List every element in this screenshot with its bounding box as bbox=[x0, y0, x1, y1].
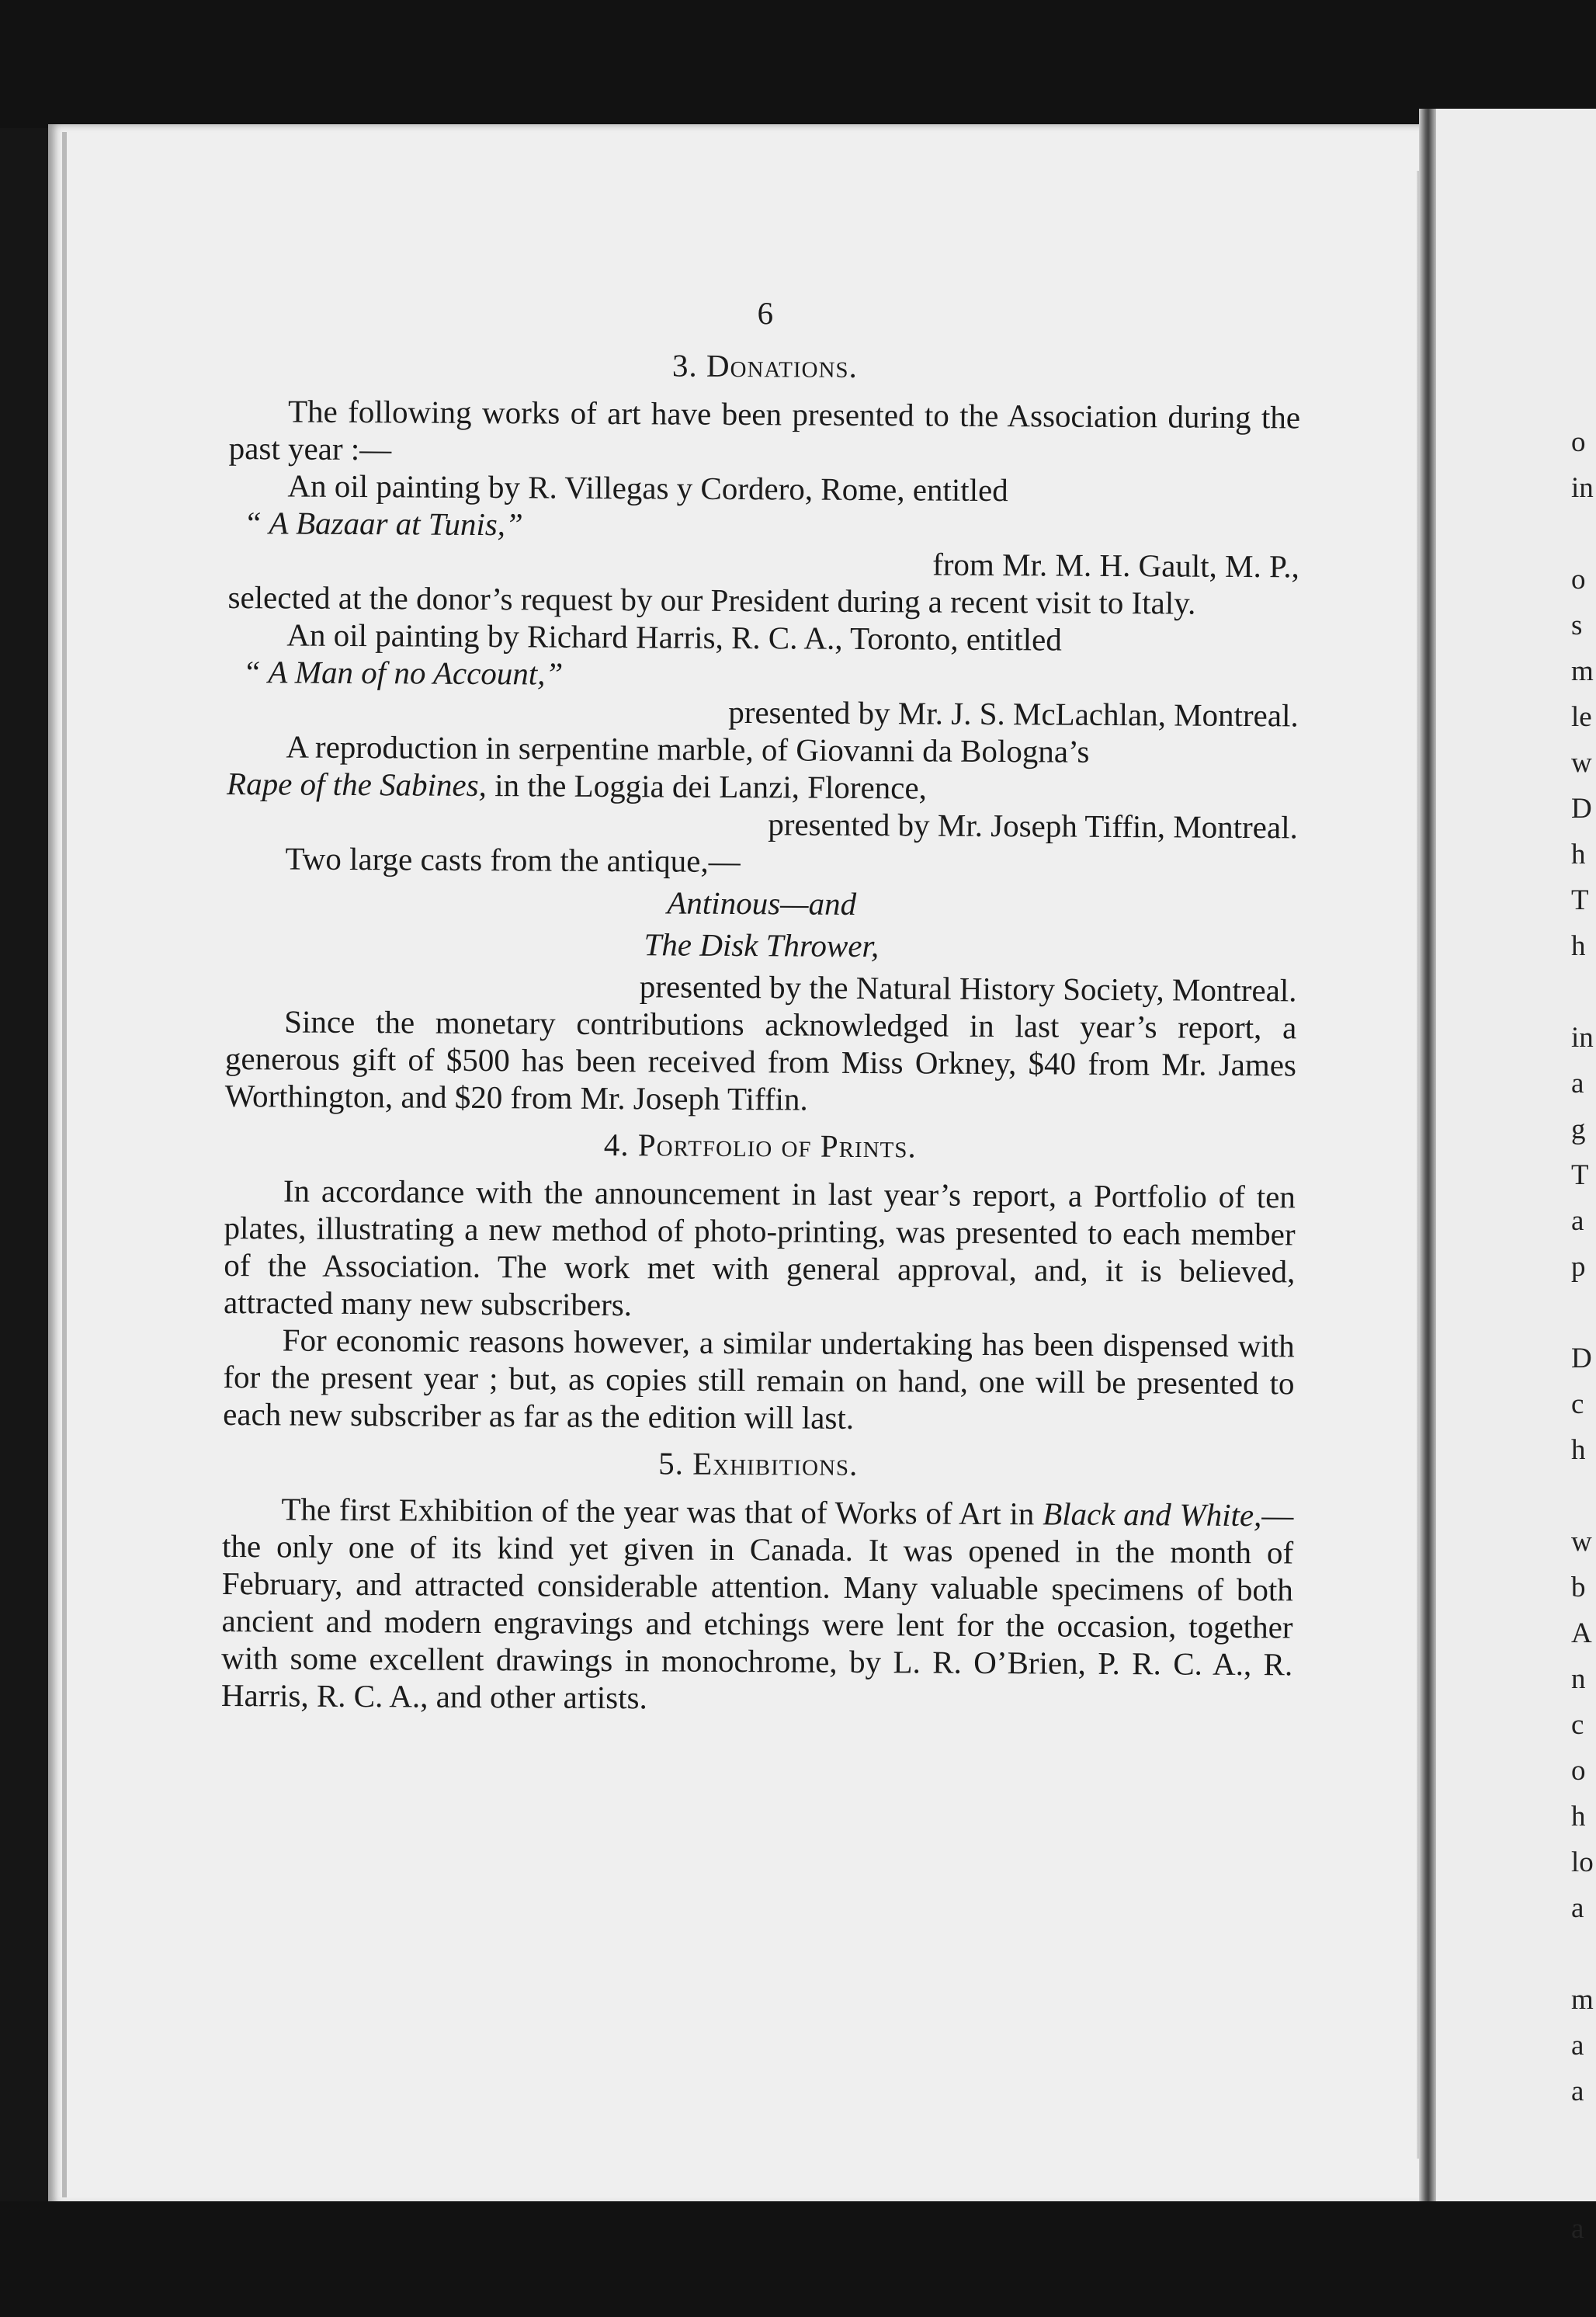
donation-item-1-donor: from Mr. M. H. Gault, M. P., bbox=[932, 546, 1300, 585]
next-page-fragment: p bbox=[1571, 1251, 1586, 1283]
book-gutter bbox=[1419, 109, 1436, 2205]
donation-item-4-title-1: Antinous—and bbox=[667, 884, 857, 922]
section-heading-donations: 3. Donations. bbox=[671, 347, 858, 384]
next-page-fragment bbox=[1571, 511, 1596, 557]
scan-frame-top bbox=[0, 0, 1596, 128]
next-page-fragment: D bbox=[1571, 793, 1592, 825]
exhibitions-para-1-rest: —the only one of its kind yet given in Canada. It was opened in the month of February, and attracted considerable attention. Many valuable specimens of both ancient and modern engravings and etchings were lent for the occasion, together with some excellent drawings in monochrome, by L. R. O’Brien, P. R. C. A., R. Harris, R. C. A., and other artists. bbox=[220, 1497, 1294, 1716]
next-page-fragment: w bbox=[1571, 1526, 1592, 1558]
next-page-fragment: g bbox=[1571, 1113, 1586, 1145]
donation-item-4-text: Two large casts from the antique,— bbox=[285, 840, 741, 880]
donation-item-1-text: An oil painting by R. Villegas y Cordero, Rome, entitled bbox=[287, 467, 1008, 509]
next-page-fragment: a bbox=[1571, 1205, 1584, 1237]
donation-item-3-title: Rape of the Sabines, bbox=[226, 765, 487, 804]
next-page-fragment: a bbox=[1571, 1892, 1584, 1924]
next-page-fragment: in bbox=[1571, 1022, 1594, 1054]
next-page-fragment bbox=[1571, 969, 1596, 1015]
page-number: 6 bbox=[757, 295, 774, 332]
next-page-fragment: c bbox=[1571, 1388, 1584, 1420]
next-page-fragment: h bbox=[1571, 1434, 1586, 1466]
next-page-fragment bbox=[1571, 2160, 1596, 2206]
next-page-fragment: A bbox=[1571, 1617, 1592, 1649]
next-page-fragment: le bbox=[1571, 701, 1592, 733]
donation-item-1-note: selected at the donor’s request by our President during a recent visit to Italy. bbox=[227, 578, 1196, 621]
exhibitions-para-1 bbox=[221, 1490, 1294, 1720]
next-page-fragment: h bbox=[1571, 839, 1586, 870]
next-page-fragment: h bbox=[1571, 930, 1586, 962]
donations-intro: The following works of art have been presented to the Association during the past year :— bbox=[228, 393, 1301, 467]
next-page-fragment bbox=[1571, 1473, 1596, 1519]
next-page-fragment: n bbox=[1571, 1663, 1586, 1695]
next-page-fragment: lo bbox=[1571, 1846, 1594, 1878]
scan-edge-left bbox=[0, 128, 48, 2201]
section-heading-exhibitions: 5. Exhibitions. bbox=[658, 1445, 859, 1482]
next-page-fragment: a bbox=[1571, 2076, 1584, 2107]
next-page-fragment: D bbox=[1571, 1343, 1592, 1374]
monetary-contributions: Since the monetary contributions acknowledged in last year’s report, a generous gift of $500 has been received from Miss Orkney, $40 from Mr. James Worthington, and $20 from Mr. Joseph Tiffin. bbox=[224, 1003, 1297, 1117]
donation-item-3-location: in the Loggia dei Lanzi, Florence, bbox=[486, 767, 928, 806]
donation-item-2-title: “ A Man of no Account,” bbox=[242, 654, 564, 692]
next-page-fragment bbox=[1571, 1931, 1596, 1977]
donation-item-1-title: “ A Bazaar at Tunis,” bbox=[244, 505, 523, 543]
donation-item-2-donor: presented by Mr. J. S. McLachlan, Montreal. bbox=[728, 693, 1299, 734]
next-page-fragment: a bbox=[1571, 1068, 1584, 1099]
next-page-fragment: o bbox=[1571, 1755, 1586, 1787]
next-page-fragment: T bbox=[1571, 1159, 1589, 1191]
next-page-fragment: T bbox=[1571, 884, 1589, 916]
next-page-fragment: o bbox=[1571, 426, 1586, 458]
page-content bbox=[221, 291, 1301, 1720]
next-page-fragment: h bbox=[1571, 1801, 1586, 1832]
portfolio-para-1: In accordance with the announcement in last year’s report, a Portfolio of ten plates, illustrating a new method of photo-printing, was presented to each member of the Association. The work met with general approval, and, it is believed, attracted many new subscribers. bbox=[223, 1172, 1296, 1323]
next-page-fragment: o bbox=[1571, 564, 1586, 596]
next-page-fragment: a bbox=[1571, 2030, 1584, 2062]
next-page-fragment: b bbox=[1571, 1572, 1586, 1603]
next-page-fragment: m bbox=[1571, 1984, 1594, 2016]
next-page-fragment: m bbox=[1571, 655, 1594, 687]
next-page-fragment: a bbox=[1571, 2213, 1584, 2245]
donation-item-3-text: A reproduction in serpentine marble, of Giovanni da Bologna’s bbox=[286, 728, 1090, 769]
next-page-fragment: w bbox=[1571, 747, 1592, 779]
portfolio-para-2: For economic reasons however, a similar undertaking has been dispensed with for the present year ; but, as copies still remain on hand, one will be presented to each new subscriber as far as the edition will last. bbox=[223, 1322, 1295, 1436]
donation-item-4-title-2: The Disk Thrower, bbox=[644, 926, 880, 964]
scan-frame-bottom bbox=[0, 2201, 1596, 2317]
exhibitions-para-1-title: Black and White, bbox=[1043, 1495, 1262, 1534]
donation-item-3-line2 bbox=[227, 765, 1298, 808]
next-page-fragment bbox=[1571, 1290, 1596, 1336]
donation-item-2-text: An oil painting by Richard Harris, R. C. A., Toronto, entitled bbox=[286, 617, 1062, 658]
next-page-fragment: c bbox=[1571, 1709, 1584, 1741]
donation-item-3-donor: presented by Mr. Joseph Tiffin, Montreal. bbox=[768, 806, 1298, 846]
next-page-fragment: in bbox=[1571, 472, 1594, 504]
exhibitions-para-1-start: The first Exhibition of the year was that of Works of Art in bbox=[281, 1491, 1043, 1532]
next-page-fragment: s bbox=[1571, 610, 1583, 641]
next-page-fragments bbox=[1571, 419, 1596, 2252]
donation-item-4-donor: presented by the Natural History Society, Montreal. bbox=[639, 968, 1297, 1009]
section-heading-portfolio: 4. Portfolio of Prints. bbox=[603, 1126, 917, 1165]
next-page-fragment bbox=[1571, 2114, 1596, 2160]
